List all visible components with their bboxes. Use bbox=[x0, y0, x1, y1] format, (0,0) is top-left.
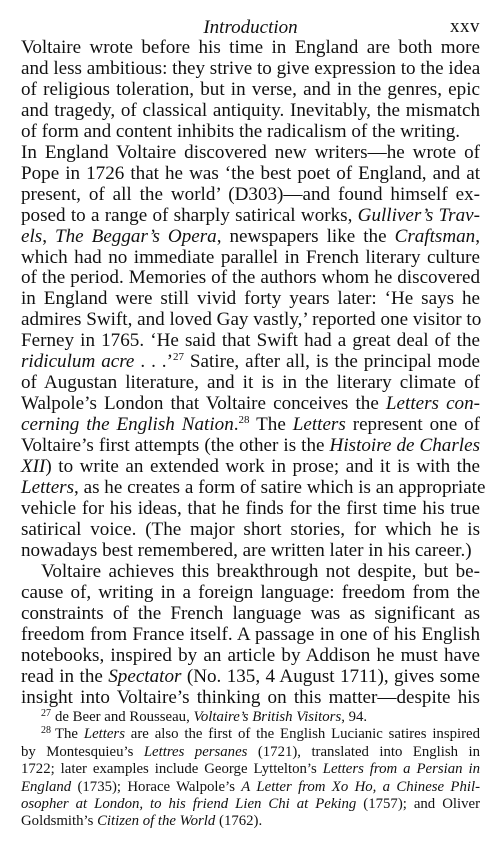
footnote-line bbox=[21, 726, 480, 743]
text-line: Ferney in 1765. ‘He said that Swift had a great deal of the bbox=[21, 330, 480, 352]
text-line: and tragedy, of classical antiquity. Inevitably, the mismatch bbox=[21, 99, 480, 121]
running-title: Introduction bbox=[203, 17, 298, 38]
latin-phrase: ridiculum acre bbox=[21, 351, 135, 373]
work-title: Craftsman bbox=[394, 225, 476, 247]
footnote-line bbox=[21, 796, 480, 813]
work-title: cerning the English Nation bbox=[21, 414, 234, 436]
text-line: which had no immediate parallel in French literary culture bbox=[21, 246, 480, 268]
text-line: present, of all the world’ (D303)—and found himself ex- bbox=[21, 183, 480, 205]
text-run: , 94. bbox=[341, 709, 368, 725]
work-title: Letters bbox=[21, 477, 75, 499]
text-run: , bbox=[42, 225, 56, 247]
text-run: (1762). bbox=[215, 813, 263, 830]
text-run: . bbox=[233, 414, 239, 436]
book-page bbox=[21, 0, 486, 857]
work-title: Spectator bbox=[108, 665, 182, 687]
work-title: Voltaire’s British Visitors bbox=[193, 709, 342, 725]
text-run: Voltaire’s first attempts (the other is the bbox=[21, 435, 330, 457]
text-line: insight into Voltaire’s thinking on this matter—despite his bbox=[21, 686, 480, 708]
text-run: (1757); and Oliver bbox=[356, 796, 480, 813]
footnote-line bbox=[21, 779, 480, 796]
text-run: posed to a range of sharply satirical works, bbox=[21, 204, 358, 226]
footnote-number: 28 bbox=[41, 725, 51, 737]
text-line: Pope in 1726 that he was ‘the best poet of England, and at bbox=[21, 162, 480, 184]
text-line bbox=[21, 394, 480, 415]
footnote-line bbox=[21, 709, 480, 726]
text-line bbox=[21, 477, 486, 499]
text-run: (No. 135, 4 August 1711), gives some bbox=[181, 665, 481, 687]
text-line bbox=[21, 457, 480, 478]
work-title: els bbox=[21, 225, 43, 247]
text-line bbox=[21, 667, 480, 688]
text-line: cause of, writing in a foreign language: freedom from the bbox=[21, 581, 480, 603]
text-line: In England Voltaire discovered new writers—he wrote of bbox=[21, 141, 480, 163]
text-run: , newspapers like the bbox=[216, 225, 395, 247]
text-line: in England were still vivid forty years later: ‘He says he bbox=[21, 288, 480, 310]
text-line: vehicle for his ideas, that he finds for the first time his true bbox=[21, 497, 480, 519]
text-run: The bbox=[55, 726, 84, 743]
text-run: Walpole’s London that Voltaire conceives the bbox=[21, 393, 386, 415]
text-line: of Augustan literature, and it is in the literary climate of bbox=[21, 372, 480, 394]
footnotes bbox=[21, 709, 480, 831]
text-line: Voltaire wrote before his time in England are both more bbox=[21, 37, 480, 58]
text-line: freedom from France itself. A passage in one of his English bbox=[21, 623, 480, 645]
text-line bbox=[21, 352, 480, 373]
text-line: nowadays best remembered, are written later in his career.) bbox=[21, 539, 472, 561]
text-line bbox=[21, 206, 480, 227]
footnote-number: 27 bbox=[41, 708, 51, 719]
work-title: A Letter from Xo Ho, a Chinese Phil- bbox=[241, 778, 481, 795]
text-run: read in the bbox=[21, 665, 109, 687]
text-run: , as he creates a form of satire which is an appropriate bbox=[74, 477, 486, 499]
text-run: (1721), translated into English in bbox=[247, 743, 481, 760]
text-line: admires Swift, and loved Gay vastly,’ reported one visitor to bbox=[21, 309, 482, 331]
text-run: de Beer and Rousseau, bbox=[55, 709, 194, 725]
work-title: Histoire de Charles bbox=[329, 435, 480, 457]
text-run: , bbox=[475, 225, 480, 247]
text-run: The bbox=[249, 414, 293, 436]
work-title: England bbox=[21, 778, 72, 795]
text-run: represent one of bbox=[345, 414, 480, 436]
text-run: Goldsmith’s bbox=[21, 813, 98, 830]
footnote-ref[interactable]: 28 bbox=[238, 414, 250, 427]
text-line: of the period. Memories of the authors whom he discovered bbox=[21, 267, 480, 289]
work-title: Citizen of the World bbox=[97, 813, 216, 830]
work-title: Letters bbox=[83, 726, 125, 743]
paragraph-1 bbox=[21, 38, 480, 143]
footnote-line bbox=[21, 744, 480, 761]
text-run: 1722; later examples include George Lyttelton’s bbox=[21, 761, 323, 778]
paragraph-3 bbox=[21, 562, 480, 709]
work-title: The Beggar’s Opera bbox=[55, 225, 217, 247]
work-title: Gulliver’s Trav- bbox=[357, 204, 480, 226]
page-number: xxv bbox=[450, 16, 480, 37]
footnote-ref[interactable]: 27 bbox=[172, 351, 184, 364]
work-title: osopher at London, to his friend Lien Chi at Peking bbox=[21, 796, 357, 813]
text-line: constraints of the French language was as significant as bbox=[21, 602, 480, 624]
text-run: are also the first of the English Lucianic satires inspired bbox=[124, 726, 480, 743]
footnote-line bbox=[21, 813, 480, 830]
text-line bbox=[21, 227, 480, 248]
text-line: of religious toleration, but in verse, and in the genres, epic bbox=[21, 78, 480, 100]
text-run: Satire, after all, is the principal mode bbox=[183, 351, 481, 373]
text-line bbox=[21, 436, 480, 457]
text-line bbox=[21, 415, 480, 436]
main-text bbox=[21, 37, 486, 709]
text-line: of form and content inhibits the radicalism of the writing. bbox=[21, 120, 461, 142]
footnote-line bbox=[21, 761, 480, 778]
running-head bbox=[21, 0, 480, 38]
work-title: Letters from a Persian in bbox=[322, 761, 480, 778]
footnote-28 bbox=[21, 726, 480, 830]
text-run: by Montesquieu’s bbox=[21, 743, 144, 760]
text-line: Voltaire achieves this breakthrough not despite, but be- bbox=[41, 560, 480, 582]
work-title: XII bbox=[21, 456, 46, 478]
work-title: Lettres persanes bbox=[143, 743, 248, 760]
text-line: and less ambitious: they strive to give expression to the idea bbox=[21, 57, 481, 79]
text-run: . . .’ bbox=[134, 351, 173, 373]
work-title: Letters con- bbox=[385, 393, 480, 415]
paragraph-2 bbox=[21, 141, 486, 562]
text-run: (1735); Horace Walpole’s bbox=[71, 778, 242, 795]
footnote-27 bbox=[21, 709, 480, 726]
text-run: ) to write an extended work in prose; and it is with the bbox=[45, 456, 480, 478]
text-line: notebooks, inspired by an article by Addison he must have bbox=[21, 644, 480, 666]
work-title: Letters bbox=[292, 414, 346, 436]
text-line: satirical voice. (The major short stories, for which he is bbox=[21, 518, 480, 540]
